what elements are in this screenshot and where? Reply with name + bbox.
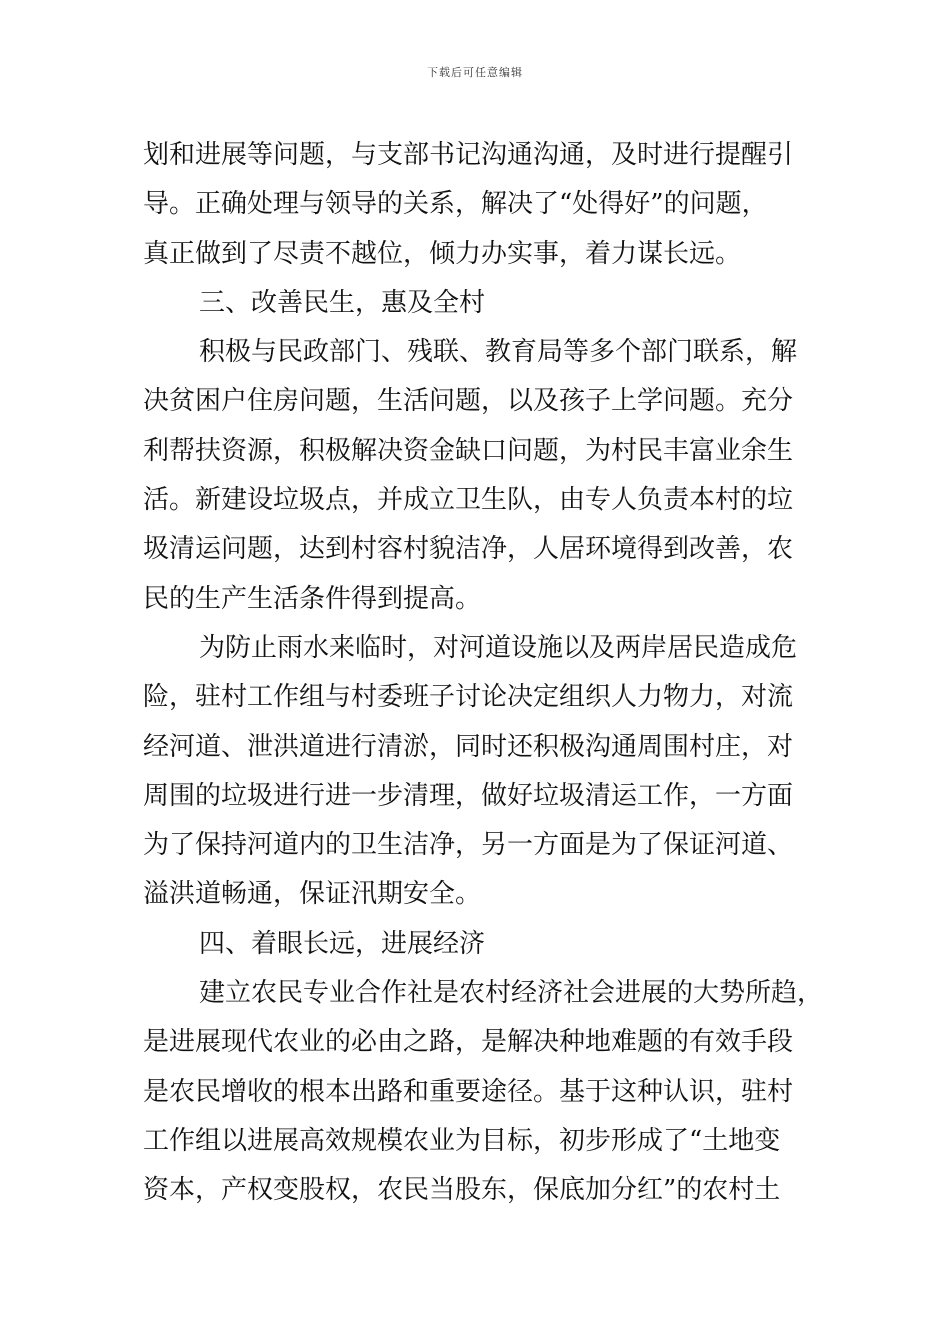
text-line: 导。正确处理与领导的关系，解决了“处得好”的问题，: [143, 189, 768, 220]
text-line: 为了保持河道内的卫生洁净，另一方面是为了保证河道、: [143, 830, 794, 861]
text-line: 为防止雨水来临时，对河道设施以及两岸居民造成危: [199, 632, 798, 663]
section-heading: 四、着眼长远，进展经济: [199, 928, 486, 959]
text-line: 周围的垃圾进行进一步清理，做好垃圾清运工作，一方面: [143, 780, 794, 811]
text-line: 利帮扶资源，积极解决资金缺口问题，为村民丰富业余生: [143, 435, 794, 466]
text-line: 决贫困户住房问题，生活问题，以及孩子上学问题。充分: [143, 386, 794, 417]
document-body: [143, 131, 824, 1216]
text-line: 是进展现代农业的必由之路，是解决种地难题的有效手段: [143, 1027, 794, 1058]
text-line: 真正做到了尽责不越位，倾力办实事，着力谋长远。: [143, 238, 742, 269]
text-line: 溢洪道畅通，保证汛期安全。: [143, 879, 482, 910]
text-line: 积极与民政部门、残联、教育局等多个部门联系，解: [199, 337, 798, 368]
text-line: 险，驻村工作组与村委班子讨论决定组织人力物力，对流: [143, 682, 794, 713]
header-note: 下载后可任意编辑: [427, 66, 523, 79]
text-line: 经河道、泄洪道进行清淤，同时还积极沟通周围村庄，对: [143, 731, 794, 762]
section-heading: 三、改善民生，惠及全村: [199, 287, 486, 318]
text-line: 工作组以进展高效规模农业为目标，初步形成了“土地变: [143, 1125, 781, 1156]
text-line: 建立农民专业合作社是农村经济社会进展的大势所趋，: [199, 978, 824, 1009]
text-line: 民的生产生活条件得到提高。: [143, 583, 482, 614]
text-line: 圾清运问题，达到村容村貌洁净，人居环境得到改善，农: [143, 534, 794, 565]
text-line: 划和进展等问题，与支部书记沟通沟通，及时进行提醒引: [143, 140, 794, 170]
text-line: 是农民增收的根本出路和重要途径。基于这种认识，驻村: [143, 1076, 794, 1107]
text-line: 活。新建设垃圾点，并成立卫生队，由专人负责本村的垃: [143, 485, 794, 516]
text-line: 资本，产权变股权，农民当股东，保底加分红”的农村土: [143, 1175, 781, 1206]
